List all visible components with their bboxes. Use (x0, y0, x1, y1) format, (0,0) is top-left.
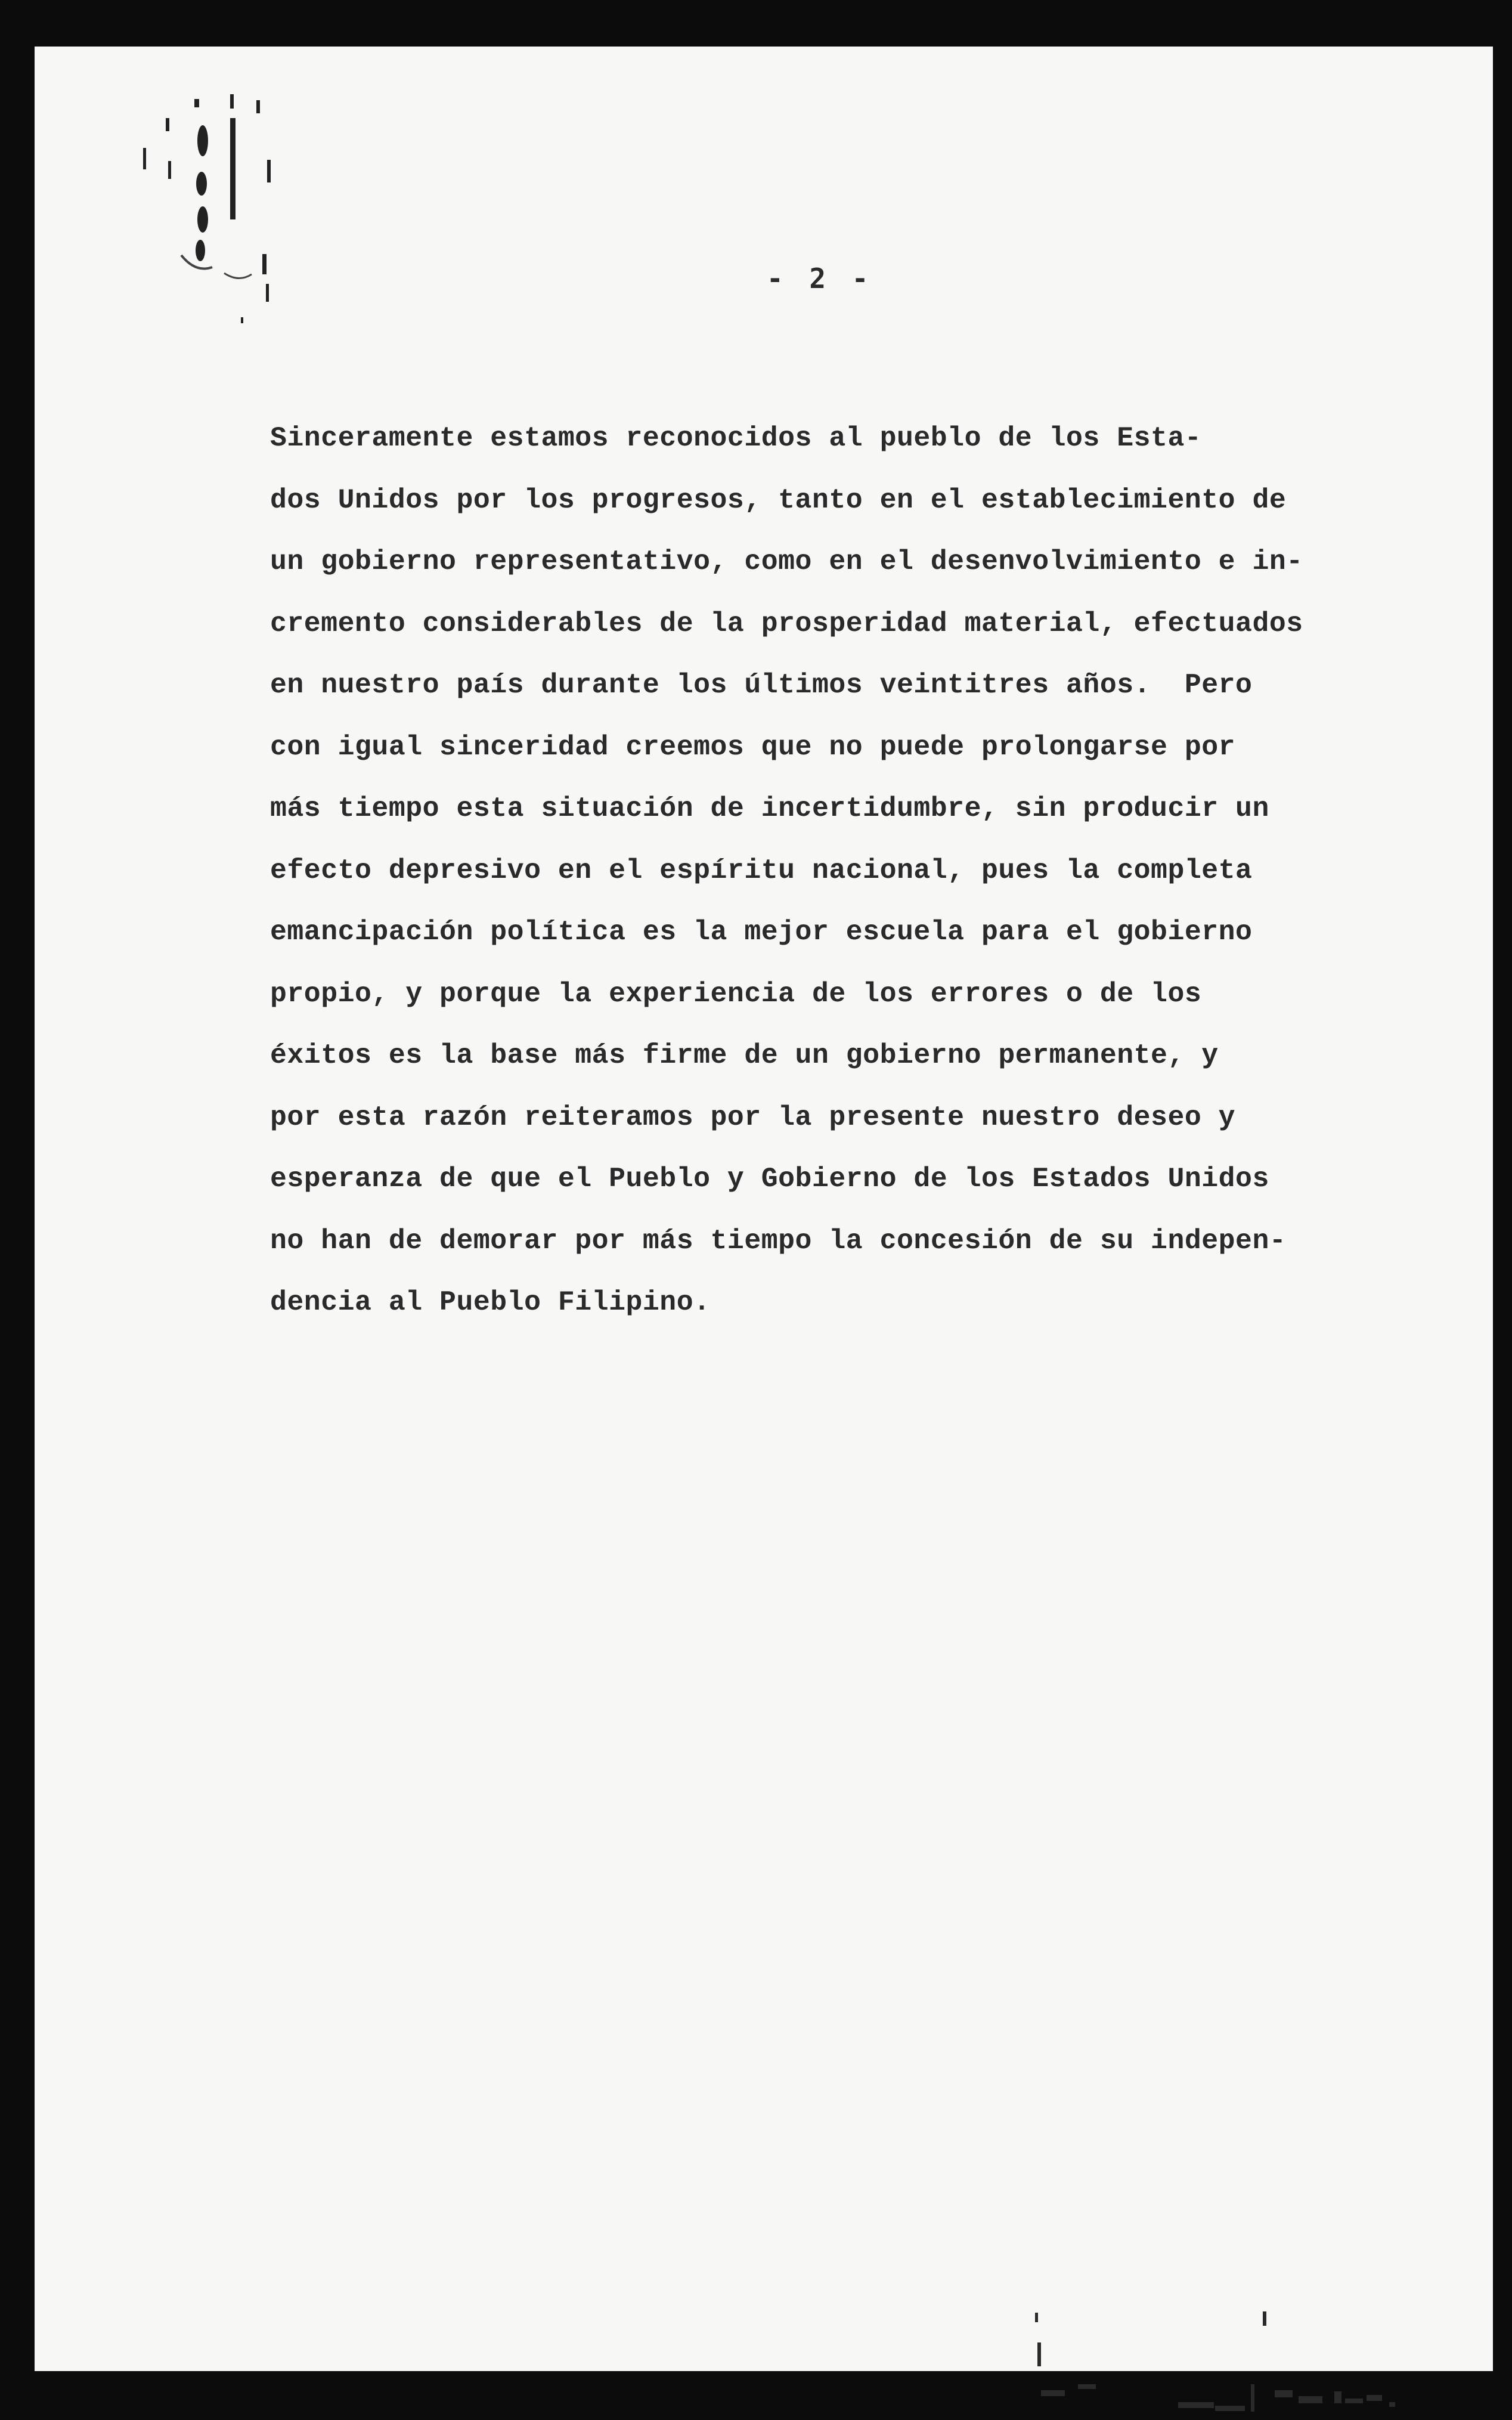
text-line: por esta razón reiteramos por la presente nuestro deseo y (270, 1101, 1236, 1133)
text-line: cremento considerables de la prosperidad material, efectuados (270, 607, 1303, 639)
text-line: en nuestro país durante los últimos veintitres años. Pero (270, 669, 1253, 701)
binding-marks-bottom (1000, 2301, 1418, 2420)
text-line: propio, y porque la experiencia de los errores o de los (270, 977, 1202, 1010)
text-line: no han de demorar por más tiempo la concesión de su indepen- (270, 1224, 1287, 1257)
text-line: emancipación política es la mejor escuela para el gobierno (270, 916, 1253, 948)
document-page (35, 47, 1493, 2371)
text-line: Sinceramente estamos reconocidos al pueblo de los Esta- (270, 422, 1202, 454)
binding-marks-top (106, 94, 321, 345)
text-line: éxitos es la base más firme de un gobierno permanente, y (270, 1039, 1219, 1071)
text-line: efecto depresivo en el espíritu nacional, pues la completa (270, 854, 1253, 886)
page-number: - 2 - (767, 262, 873, 295)
text-line: un gobierno representativo, como en el desenvolvimiento e in- (270, 546, 1303, 577)
text-line: dos Unidos por los progresos, tanto en el establecimiento de (270, 484, 1287, 516)
text-line: con igual sinceridad creemos que no puede prolongarse por (270, 731, 1236, 763)
text-line: esperanza de que el Pueblo y Gobierno de los Estados Unidos (270, 1163, 1269, 1194)
letter-paragraph (270, 407, 1421, 1333)
text-line: más tiempo esta situación de incertidumbre, sin producir un (270, 793, 1269, 824)
text-line: dencia al Pueblo Filipino. (270, 1286, 711, 1318)
